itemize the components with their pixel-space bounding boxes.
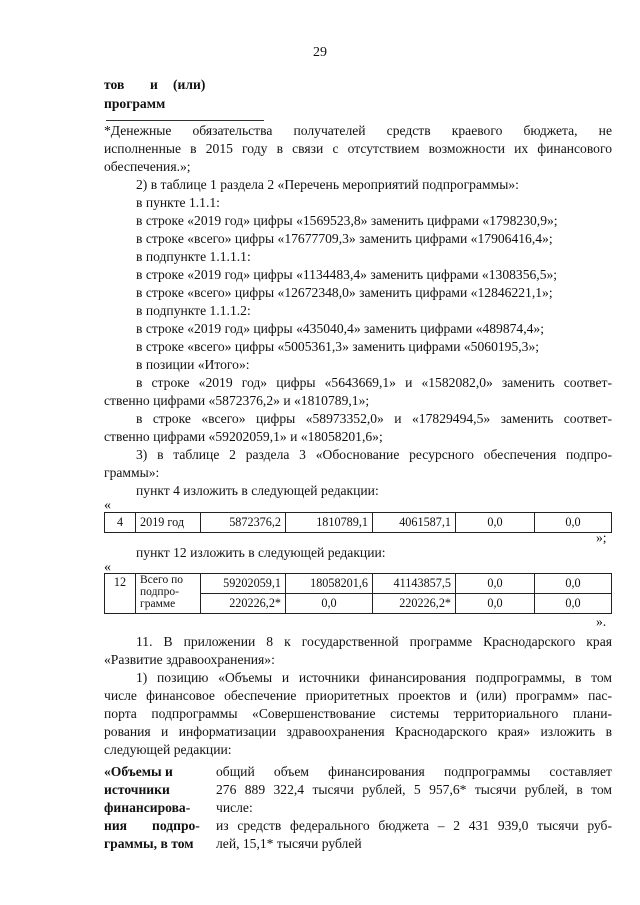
table-cell: 220226,2* — [201, 594, 286, 614]
table2-close-quote: ». — [596, 614, 607, 629]
final-right-line: лей, 15,1* тысячи рублей — [216, 836, 362, 851]
table-cell: 0,0 — [286, 594, 373, 614]
final-left-line: подпро- — [152, 818, 200, 833]
footnote-line-3: обеспечения.»; — [104, 159, 191, 174]
body-line: в строке «всего» цифры «12672348,0» заменить цифрами «12846221,1»; — [136, 285, 553, 300]
final-right-line: числе: — [216, 800, 253, 815]
item3-line-2: граммы»: — [104, 465, 160, 480]
table-cell: 0,0 — [535, 574, 612, 594]
body-line: в подпункте 1.1.1.1: — [136, 249, 251, 264]
label-line: Всего по — [140, 574, 183, 586]
section11-line-5: порта подпрограммы «Совершенствование системы территориального плани- — [104, 706, 612, 721]
label-line: грамме — [140, 598, 176, 610]
item3-point12-line: пункт 12 изложить в следующей редакции: — [136, 545, 386, 560]
itogo-line-2: ственно цифрами «5872376,2» и «1810789,1»; — [104, 393, 370, 408]
top-cell-word-3: (или) — [173, 77, 206, 92]
final-right-line: 276 889 322,4 тысячи рублей, 5 957,6* тысячи рублей, в том — [216, 782, 612, 797]
label-line: подпро- — [140, 586, 179, 598]
section11-line-6: рования и информатизации здравоохранения Краснодарского края» изложить в — [104, 724, 612, 739]
body-line: в подпункте 1.1.1.2: — [136, 303, 251, 318]
final-right-line: общий объем финансирования подпрограммы составляет — [216, 764, 612, 779]
table-row — [105, 513, 612, 533]
final-right-line: из средств федерального бюджета – 2 431 939,0 тысячи руб- — [216, 818, 612, 833]
section11-line-1: 11. В приложении 8 к государственной программе Краснодарского края — [136, 634, 612, 649]
final-left-line: источники — [104, 782, 170, 797]
table-cell: 0,0 — [456, 594, 535, 614]
final-left-line: «Объемы и — [104, 764, 173, 779]
table-cell: 0,0 — [535, 594, 612, 614]
final-left-line: финансирова- — [104, 800, 191, 815]
table-cell: 220226,2* — [373, 594, 456, 614]
table-cell: 4061587,1 — [373, 513, 456, 533]
itogo-line-3: в строке «всего» цифры «58973352,0» и «17829494,5» заменить соответ- — [136, 411, 612, 426]
body-line: в строке «2019 год» цифры «1134483,4» заменить цифрами «1308356,5»; — [136, 267, 558, 282]
footnote-line-1: *Денежные обязательства получателей средств краевого бюджета, не — [104, 123, 612, 138]
body-line: в позиции «Итого»: — [136, 357, 250, 372]
final-left-line: граммы, в том — [104, 836, 194, 851]
table-cell: 0,0 — [535, 513, 612, 533]
top-cell-word-1: тов — [104, 77, 125, 92]
table-point-4 — [104, 512, 612, 533]
table-cell-label — [136, 574, 201, 614]
body-line: в пункте 1.1.1: — [136, 195, 220, 210]
item3-line-1: 3) в таблице 2 раздела 3 «Обоснование ресурсного обеспечения подпро- — [136, 447, 612, 462]
final-left-word: ния — [104, 818, 128, 833]
body-line: в строке «всего» цифры «5005361,3» заменить цифрами «5060195,3»; — [136, 339, 540, 354]
body-line: 2) в таблице 1 раздела 2 «Перечень мероприятий подпрограммы»: — [136, 177, 519, 192]
section11-line-2: «Развитие здравоохранения»: — [104, 652, 275, 667]
section11-line-4: числе финансовое обеспечение приоритетных проектов и (или) программ» пас- — [104, 688, 612, 703]
table-cell: 12 — [105, 574, 136, 614]
section11-line-3: 1) позицию «Объемы и источники финансирования подпрограммы, в том — [136, 670, 612, 685]
section11-line-7: следующей редакции: — [104, 742, 232, 757]
table-cell: 4 — [105, 513, 136, 533]
itogo-line-4: ственно цифрами «59202059,1» и «18058201,6»; — [104, 429, 383, 444]
body-line: в строке «2019 год» цифры «1569523,8» заменить цифрами «1798230,9»; — [136, 213, 558, 228]
item3-line-3: пункт 4 изложить в следующей редакции: — [136, 483, 379, 498]
table-cell: 1810789,1 — [286, 513, 373, 533]
page-number: 29 — [313, 45, 327, 60]
open-quote-1: « — [104, 498, 111, 513]
open-quote-2: « — [104, 560, 111, 575]
top-cell-line-2: программ — [104, 96, 166, 111]
table-cell: 5872376,2 — [201, 513, 286, 533]
table1-close-quote: »; — [596, 530, 607, 545]
footnote-line-2: исполненные в 2015 году в связи с отсутствием возможности их финансового — [104, 141, 612, 156]
table-cell: 0,0 — [456, 513, 535, 533]
footnote-separator — [106, 120, 264, 121]
table-cell: 18058201,6 — [286, 574, 373, 594]
table-cell: 59202059,1 — [201, 574, 286, 594]
body-line: в строке «всего» цифры «17677709,3» заменить цифрами «17906416,4»; — [136, 231, 553, 246]
table-point-12 — [104, 573, 612, 614]
top-cell-word-2: и — [150, 77, 158, 92]
table-row — [105, 574, 612, 594]
table-cell: 0,0 — [456, 574, 535, 594]
table-cell: 2019 год — [136, 513, 201, 533]
table-cell: 41143857,5 — [373, 574, 456, 594]
body-line: в строке «2019 год» цифры «435040,4» заменить цифрами «489874,4»; — [136, 321, 544, 336]
itogo-line-1: в строке «2019 год» цифры «5643669,1» и «1582082,0» заменить соответ- — [136, 375, 612, 390]
